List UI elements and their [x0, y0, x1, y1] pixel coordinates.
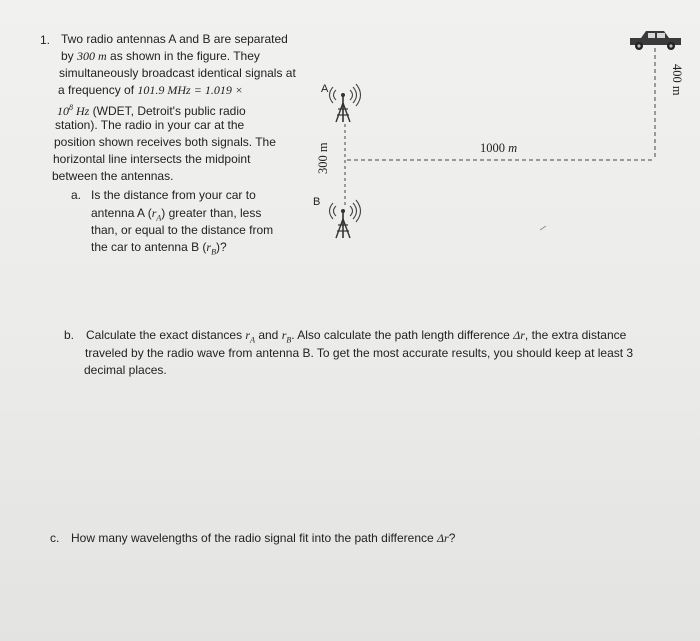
statement-line-6: station). The radio in your car at the [55, 118, 245, 132]
part-b-label: b. [64, 328, 75, 342]
problem-number: 1. [40, 33, 51, 47]
statement-line-1: Two radio antennas A and B are separated [61, 32, 288, 46]
separation-label: 300 m [316, 142, 330, 174]
antenna-b-label: B [313, 196, 321, 208]
statement-line-2: by 300 m as shown in the figure. They [61, 49, 260, 63]
part-a-line-3: than, or equal to the distance from [91, 223, 274, 237]
antenna-a-icon [330, 84, 361, 122]
part-b-line-3: decimal places. [84, 363, 167, 377]
distance-label: 1000 m [480, 141, 518, 155]
part-a-line-2: antenna A $(r_A)$ greater than, less [91, 206, 262, 223]
part-a-line-4: the car to antenna B $(r_B)$? [91, 240, 227, 257]
antenna-b-icon [330, 200, 361, 238]
statement-line-5: $10^8$ Hz (WDET, Detroit's public radio [57, 103, 246, 118]
part-a-line-1: Is the distance from your car to [91, 188, 256, 202]
part-a-label: a. [71, 188, 82, 202]
statement-line-9: between the antennas. [52, 169, 174, 183]
antenna-a-label: A [321, 83, 329, 95]
statement-line-3: simultaneously broadcast identical signals at [59, 66, 296, 80]
statement-line-8: horizontal line intersects the midpoint [53, 152, 251, 166]
statement-line-7: position shown receives both signals. The [54, 135, 276, 149]
part-c-label: c. [50, 531, 60, 545]
part-b-line-1: Calculate the exact distances $r_A$ and $r_B$. Also calculate the path length difference Δr, the extra distance [86, 328, 627, 345]
statement-line-4: a frequency of 101.9 MHz = 1.019 × [58, 83, 243, 97]
part-c-line: How many wavelengths of the radio signal fit into the path difference Δr? [71, 531, 456, 545]
car-icon [630, 31, 681, 50]
car-offset-label: 400 m [670, 64, 684, 96]
pencil-mark [540, 226, 546, 230]
part-b-line-2: traveled by the radio wave from antenna B. To get the most accurate results, you should keep at least 3 [85, 346, 634, 360]
